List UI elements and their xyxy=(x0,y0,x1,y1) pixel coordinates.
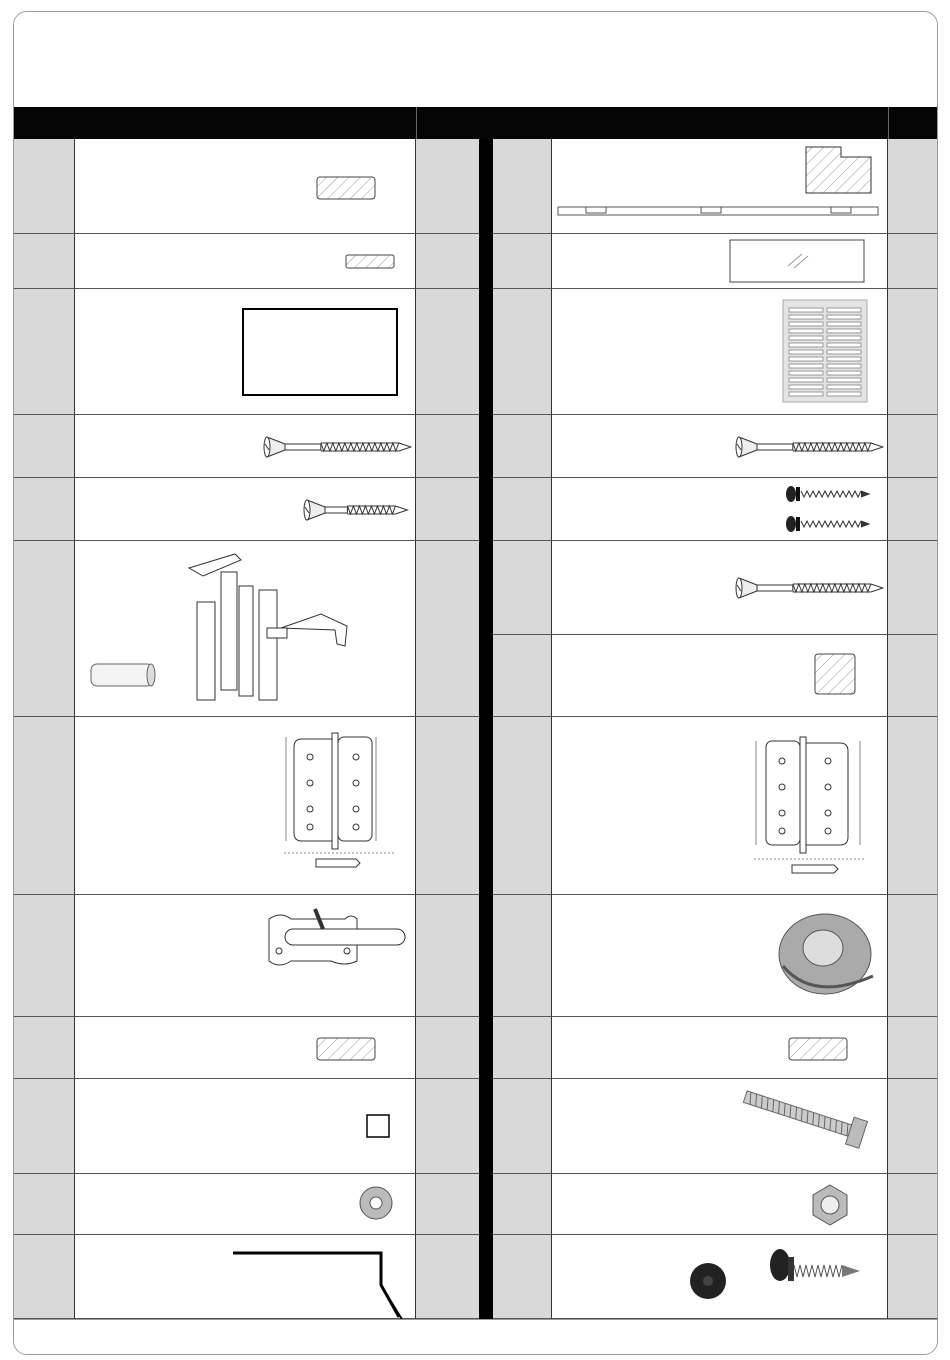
left-item-number-cell xyxy=(14,541,75,717)
footer-area xyxy=(14,1319,937,1355)
left-item-description-cell xyxy=(75,289,416,415)
right-item-description-cell xyxy=(552,139,888,234)
right-item-quantity-cell xyxy=(888,139,937,234)
right-item-number-cell xyxy=(493,289,552,415)
left-item-quantity-cell xyxy=(416,541,479,717)
right-item-description-cell xyxy=(552,541,888,635)
left-item-description-cell xyxy=(75,717,416,895)
right-item-number-cell xyxy=(493,717,552,895)
left-item-description-cell xyxy=(75,541,416,717)
long-countersunk-screw-icon xyxy=(261,432,411,462)
right-item-number-cell xyxy=(493,415,552,478)
right-item-quantity-cell xyxy=(888,635,937,717)
left-item-description-cell xyxy=(75,1079,416,1174)
left-item-quantity-cell xyxy=(416,139,479,234)
left-item-number-cell xyxy=(14,478,75,541)
right-item-number-cell xyxy=(493,541,552,635)
left-item-description-cell xyxy=(75,1235,416,1319)
header-right-description xyxy=(416,107,888,139)
left-item-number-cell xyxy=(14,415,75,478)
right-item-number-cell xyxy=(493,635,552,717)
left-item-number-cell xyxy=(14,717,75,895)
long-countersunk-screw-icon xyxy=(733,432,883,462)
parts-list-sheet xyxy=(13,11,938,1355)
right-item-description-cell xyxy=(552,289,888,415)
right-item-quantity-cell xyxy=(888,1017,937,1079)
parts-table xyxy=(14,107,937,1319)
right-item-number-cell xyxy=(493,1235,552,1319)
right-item-description-cell xyxy=(552,717,888,895)
left-item-number-cell xyxy=(14,895,75,1017)
left-item-number-cell xyxy=(14,1235,75,1319)
left-item-number-cell xyxy=(14,234,75,289)
barrel-bolt-icon xyxy=(261,905,411,975)
left-item-quantity-cell xyxy=(416,717,479,895)
left-item-description-cell xyxy=(75,234,416,289)
left-item-number-cell xyxy=(14,1079,75,1174)
left-item-description-cell xyxy=(75,895,416,1017)
left-item-description-cell xyxy=(75,139,416,234)
right-item-description-cell xyxy=(552,478,888,541)
long-countersunk-screw-icon xyxy=(733,573,883,603)
left-item-quantity-cell xyxy=(416,895,479,1017)
left-item-description-cell xyxy=(75,415,416,478)
right-item-description-cell xyxy=(552,1079,888,1174)
right-item-number-cell xyxy=(493,1079,552,1174)
column-divider xyxy=(479,139,493,1319)
tape-roll-icon xyxy=(773,906,883,1006)
washer-icon xyxy=(358,1185,398,1225)
small-hatched-bar-icon xyxy=(336,252,396,272)
right-item-description-cell xyxy=(552,415,888,478)
left-item-quantity-cell xyxy=(416,415,479,478)
left-item-number-cell xyxy=(14,1174,75,1235)
right-item-quantity-cell xyxy=(888,415,937,478)
right-item-number-cell xyxy=(493,478,552,541)
right-item-quantity-cell xyxy=(888,478,937,541)
right-item-number-cell xyxy=(493,1017,552,1079)
right-item-quantity-cell xyxy=(888,717,937,895)
hatched-rectangle-profile-icon xyxy=(316,1037,386,1067)
right-item-quantity-cell xyxy=(888,541,937,635)
hatched-rectangle-profile-icon xyxy=(788,1037,858,1067)
right-item-quantity-cell xyxy=(888,1174,937,1235)
machine-bolt-icon xyxy=(738,1087,878,1147)
right-item-number-cell xyxy=(493,139,552,234)
left-item-quantity-cell xyxy=(416,289,479,415)
glass-panel-icon xyxy=(728,238,868,286)
left-item-number-cell xyxy=(14,289,75,415)
louvre-vent-grille-icon xyxy=(781,298,871,406)
hatched-rectangle-profile-icon xyxy=(316,176,386,206)
right-item-description-cell xyxy=(552,1017,888,1079)
angled-flashing-profile-icon xyxy=(231,1247,411,1327)
header-left-description xyxy=(75,107,416,139)
right-item-description-cell xyxy=(552,234,888,289)
right-item-quantity-cell xyxy=(888,1235,937,1319)
right-item-description-cell xyxy=(552,1235,888,1319)
right-item-description-cell xyxy=(552,1174,888,1235)
roofing-screws-with-washer-icon xyxy=(783,482,873,542)
rebated-profile-with-rail-icon xyxy=(556,143,886,228)
right-item-number-cell xyxy=(493,234,552,289)
left-item-quantity-cell xyxy=(416,1079,479,1174)
short-countersunk-screw-icon xyxy=(301,495,411,525)
lift-off-hinge-right-drawing-icon xyxy=(748,723,878,883)
right-item-number-cell xyxy=(493,1174,552,1235)
right-item-quantity-cell xyxy=(888,289,937,415)
left-item-description-cell xyxy=(75,1174,416,1235)
right-item-description-cell xyxy=(552,635,888,717)
self-drilling-screw-and-cap-icon xyxy=(688,1245,868,1315)
small-square-icon xyxy=(364,1112,394,1142)
left-item-quantity-cell xyxy=(416,1235,479,1319)
left-item-quantity-cell xyxy=(416,478,479,541)
header-area xyxy=(14,12,937,107)
right-item-quantity-cell xyxy=(888,234,937,289)
right-item-number-cell xyxy=(493,895,552,1017)
left-item-quantity-cell xyxy=(416,1174,479,1235)
mortice-lock-handle-set-icon xyxy=(85,546,405,711)
empty-rectangle-frame-icon xyxy=(241,307,401,399)
left-item-quantity-cell xyxy=(416,1017,479,1079)
left-item-quantity-cell xyxy=(416,234,479,289)
left-item-description-cell xyxy=(75,1017,416,1079)
right-item-quantity-cell xyxy=(888,1079,937,1174)
header-left-number xyxy=(14,107,75,139)
left-item-number-cell xyxy=(14,1017,75,1079)
hatched-square-profile-icon xyxy=(813,652,863,700)
header-right-quantity xyxy=(888,107,937,139)
left-item-number-cell xyxy=(14,139,75,234)
hex-nut-icon xyxy=(808,1183,852,1227)
lift-off-hinge-left-drawing-icon xyxy=(276,723,406,873)
right-item-quantity-cell xyxy=(888,895,937,1017)
right-item-description-cell xyxy=(552,895,888,1017)
left-item-description-cell xyxy=(75,478,416,541)
